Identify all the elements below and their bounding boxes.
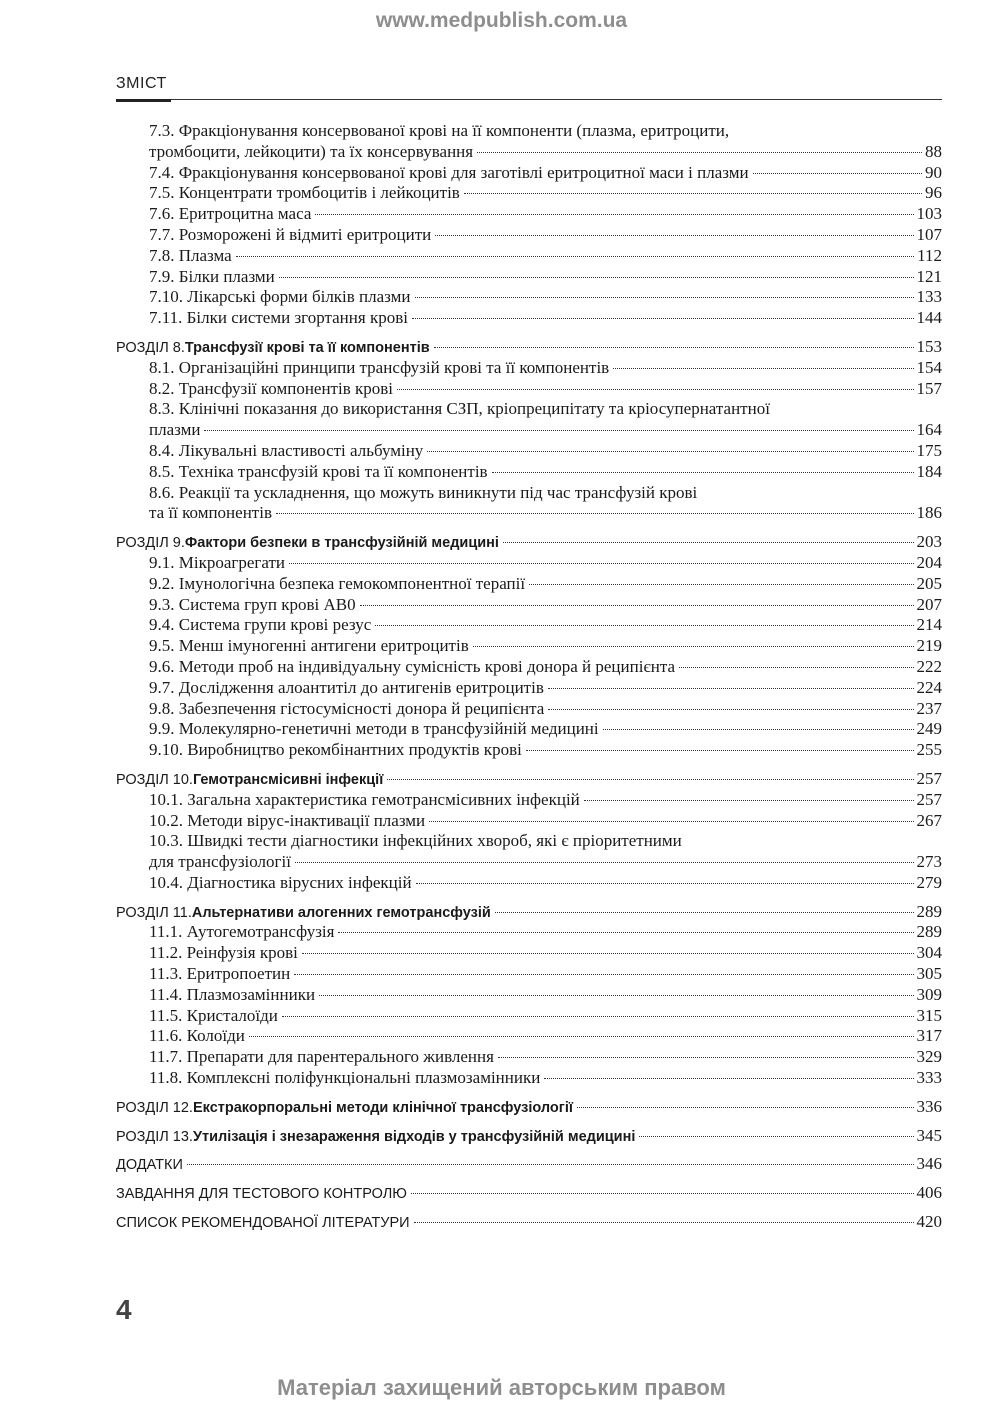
toc-entry[interactable]	[116, 483, 942, 504]
toc-entry-title: 11.6. Колоїди	[149, 1026, 245, 1046]
toc-entry[interactable]	[116, 183, 942, 204]
page-header	[116, 73, 942, 100]
toc-section-title: Гемотрансмісивні інфекції	[192, 771, 384, 788]
page-number: 4	[116, 1294, 132, 1325]
toc-entry-title: 9.3. Система груп крові АВ0	[149, 594, 356, 614]
dot-leader	[548, 688, 914, 689]
toc-entry-title: 8.6. Реакції та ускладнення, що можуть виникнути під час трансфузій крові	[149, 482, 698, 502]
toc-page-number: 214	[916, 615, 942, 635]
dot-leader	[204, 430, 913, 431]
toc-page-number: 222	[916, 656, 942, 676]
toc-entry-title: для трансфузіології	[149, 852, 291, 872]
toc-entry[interactable]	[116, 1006, 942, 1027]
toc-section-prefix: ДОДАТКИ	[116, 1157, 183, 1174]
toc-page-number: 186	[916, 503, 942, 523]
toc-page-number: 273	[916, 852, 942, 872]
toc-entry-title: 9.7. Дослідження алоантитіл до антигенів еритроцитів	[149, 677, 544, 697]
toc-section-entry[interactable]	[116, 1212, 942, 1233]
dot-leader	[495, 912, 914, 913]
toc-page-number: 205	[916, 573, 942, 593]
dot-leader	[498, 1057, 914, 1058]
toc-entry[interactable]	[116, 503, 942, 524]
toc-entry-title: 9.5. Менш імуногенні антигени еритроцитів	[149, 636, 469, 656]
toc-page-number: 267	[916, 810, 942, 830]
toc-page-number: 237	[916, 698, 942, 718]
toc-entry[interactable]	[116, 1068, 942, 1089]
dot-leader	[289, 563, 913, 564]
table-of-contents	[116, 121, 942, 1233]
dot-leader	[279, 277, 914, 278]
dot-leader	[236, 256, 914, 257]
toc-entry-title: 9.1. Мікроагрегати	[149, 552, 286, 572]
toc-entry-title: 7.8. Плазма	[149, 245, 232, 265]
dot-leader	[577, 1107, 914, 1108]
toc-entry-title: 11.7. Препарати для парентерального живлення	[149, 1047, 494, 1067]
toc-page-number: 345	[916, 1125, 942, 1145]
dot-leader	[492, 472, 914, 473]
toc-entry-title: 7.10. Лікарські форми білків плазми	[149, 287, 411, 307]
toc-page-number: 107	[916, 224, 942, 244]
toc-entry[interactable]	[116, 1026, 942, 1047]
toc-page-number: 88	[925, 141, 942, 161]
toc-page-number: 207	[916, 594, 942, 614]
dot-leader	[526, 750, 914, 751]
toc-page-number: 219	[916, 636, 942, 656]
toc-page-number: 257	[916, 768, 942, 788]
toc-entry[interactable]	[116, 142, 942, 163]
toc-entry[interactable]	[116, 358, 942, 379]
toc-entry[interactable]	[116, 441, 942, 462]
toc-entry[interactable]	[116, 985, 942, 1006]
toc-entry[interactable]	[116, 553, 942, 574]
dot-leader	[302, 953, 914, 954]
dot-leader	[282, 1016, 914, 1017]
toc-entry[interactable]	[116, 811, 942, 832]
toc-entry-title: 8.5. Техніка трансфузій крові та її компонентів	[149, 461, 488, 481]
toc-entry[interactable]	[116, 740, 942, 761]
toc-entry[interactable]	[116, 964, 942, 985]
toc-entry[interactable]	[116, 657, 942, 678]
dot-leader	[415, 297, 914, 298]
toc-page-number: 164	[916, 420, 942, 440]
dot-leader	[639, 1136, 913, 1137]
toc-section-prefix: РОЗДІЛ 10.	[116, 771, 193, 788]
dot-leader	[503, 542, 914, 543]
toc-section-entry[interactable]	[116, 769, 942, 790]
toc-page-number: 317	[916, 1026, 942, 1046]
toc-section-entry[interactable]	[116, 1183, 942, 1204]
toc-entry-title: 9.8. Забезпечення гістосумісності донора й реципієнта	[149, 698, 545, 718]
header-title: ЗМІСТ	[116, 75, 171, 102]
dot-leader	[295, 862, 914, 863]
toc-page-number: 184	[916, 461, 942, 481]
toc-page-number: 305	[916, 964, 942, 984]
dot-leader	[429, 821, 913, 822]
toc-page-number: 406	[916, 1183, 942, 1203]
dot-leader	[548, 709, 913, 710]
toc-entry-title: 10.4. Діагностика вірусних інфекцій	[149, 872, 412, 892]
toc-entry-title: 9.4. Система групи крові резус	[149, 615, 372, 635]
toc-entry[interactable]	[116, 790, 942, 811]
toc-entry[interactable]	[116, 699, 942, 720]
toc-entry-title: 11.8. Комплексні поліфункціональні плазмозамінники	[149, 1068, 541, 1088]
toc-entry[interactable]	[116, 267, 942, 288]
toc-entry-title: 9.10. Виробництво рекомбінантних продуктів крові	[149, 740, 522, 760]
toc-entry[interactable]	[116, 615, 942, 636]
toc-entry-title: 11.2. Реінфузія крові	[149, 943, 298, 963]
dot-leader	[613, 368, 913, 369]
dot-leader	[529, 584, 913, 585]
toc-page-number: 204	[916, 552, 942, 572]
toc-entry[interactable]	[116, 462, 942, 483]
toc-entry-title: 11.4. Плазмозамінники	[149, 984, 316, 1004]
dot-leader	[315, 214, 913, 215]
dot-leader	[397, 389, 914, 390]
toc-entry[interactable]	[116, 204, 942, 225]
toc-page-number: 309	[916, 984, 942, 1004]
toc-page-number: 289	[916, 922, 942, 942]
toc-section-entry[interactable]	[116, 1154, 942, 1175]
toc-section-prefix: РОЗДІЛ 8.	[116, 339, 185, 356]
toc-entry-title: 7.6. Еритроцитна маса	[149, 204, 312, 224]
toc-entry[interactable]	[116, 420, 942, 441]
dot-leader	[319, 995, 913, 996]
toc-entry-title: 7.5. Концентрати тромбоцитів і лейкоцитів	[149, 183, 460, 203]
dot-leader	[412, 318, 914, 319]
toc-section-entry[interactable]	[116, 1097, 942, 1118]
toc-page-number: 249	[916, 719, 942, 739]
toc-page-number: 121	[916, 266, 942, 286]
toc-page-number: 257	[916, 789, 942, 809]
toc-entry[interactable]	[116, 246, 942, 267]
dot-leader	[434, 347, 914, 348]
toc-entry[interactable]	[116, 287, 942, 308]
toc-entry[interactable]	[116, 922, 942, 943]
dot-leader	[411, 1193, 914, 1194]
toc-section-prefix: СПИСОК РЕКОМЕНДОВАНОЇ ЛІТЕРАТУРИ	[116, 1215, 410, 1232]
toc-entry-title: 8.1. Організаційні принципи трансфузій крові та її компонентів	[149, 357, 610, 377]
toc-section-entry[interactable]	[116, 337, 942, 358]
toc-page-number: 96	[925, 183, 942, 203]
toc-entry-title: 7.9. Білки плазми	[149, 266, 275, 286]
toc-entry[interactable]	[116, 678, 942, 699]
toc-page-number: 289	[916, 901, 942, 921]
toc-page-number: 279	[916, 872, 942, 892]
dot-leader	[416, 883, 914, 884]
toc-entry-title: 10.3. Швидкі тести діагностики інфекційних хвороб, які є пріоритетними	[149, 831, 682, 851]
toc-entry-title: 9.2. Імунологічна безпека гемокомпонентної терапії	[149, 573, 526, 593]
dot-leader	[375, 625, 913, 626]
toc-entry-title: 7.3. Фракціонування консервованої крові на її компоненти (плазма, еритроцити,	[149, 121, 730, 140]
dot-leader	[294, 974, 913, 975]
toc-page-number: 304	[916, 943, 942, 963]
toc-entry-title: 7.4. Фракціонування консервованої крові для заготівлі еритроцитної маси і плазми	[149, 162, 749, 182]
toc-section-entry[interactable]	[116, 1126, 942, 1147]
toc-entry[interactable]	[116, 719, 942, 740]
toc-entry-title: 8.2. Трансфузії компонентів крові	[149, 378, 393, 398]
dot-leader	[338, 932, 913, 933]
toc-page-number: 329	[916, 1047, 942, 1067]
toc-section-prefix: РОЗДІЛ 9.	[116, 535, 185, 552]
toc-entry[interactable]	[116, 399, 942, 420]
dot-leader	[679, 667, 913, 668]
dot-leader	[544, 1078, 913, 1079]
toc-entry[interactable]	[116, 1047, 942, 1068]
toc-page-number: 333	[916, 1068, 942, 1088]
toc-entry-title: 10.2. Методи вірус-інактивації плазми	[149, 810, 426, 830]
toc-entry[interactable]	[116, 831, 942, 852]
toc-entry-title: тромбоцити, лейкоцити) та їх консервування	[149, 141, 474, 161]
toc-entry-title: та її компонентів	[149, 503, 272, 523]
dot-leader	[360, 605, 914, 606]
toc-entry-title: 7.11. Білки системи згортання крові	[149, 308, 408, 328]
toc-page-number: 144	[916, 308, 942, 328]
watermark-bottom: Матеріал захищений авторським правом	[277, 1375, 726, 1400]
toc-entry[interactable]	[116, 852, 942, 873]
toc-entry-title: плазми	[149, 420, 201, 440]
toc-entry-title: 11.1. Аутогемотрансфузія	[149, 922, 335, 942]
toc-entry[interactable]	[116, 163, 942, 184]
toc-page-number: 103	[916, 204, 942, 224]
toc-page-number: 420	[916, 1212, 942, 1232]
toc-page-number: 157	[916, 378, 942, 398]
dot-leader	[584, 800, 914, 801]
toc-section-title: Фактори безпеки в трансфузійній медицині	[184, 535, 499, 552]
toc-section-title: Трансфузії крові та її компонентів	[184, 339, 430, 356]
dot-leader	[414, 1222, 914, 1223]
toc-section-title: Екстракорпоральні методи клінічної трансфузіології	[192, 1099, 573, 1116]
dot-leader	[753, 173, 922, 174]
toc-entry[interactable]	[116, 225, 942, 246]
toc-entry-title: 9.6. Методи проб на індивідуальну сумісність крові донора й реципієнта	[149, 656, 676, 676]
toc-entry-title: 9.9. Молекулярно-генетичні методи в трансфузійній медицині	[149, 719, 599, 739]
toc-section-title: Альтернативи алогенних гемотрансфузій	[191, 904, 491, 921]
toc-page-number: 346	[916, 1154, 942, 1174]
toc-entry[interactable]	[116, 943, 942, 964]
toc-entry[interactable]	[116, 574, 942, 595]
dot-leader	[464, 193, 922, 194]
toc-page-number: 112	[917, 245, 942, 265]
toc-entry-title: 8.3. Клінічні показання до використання СЗП, кріопреципітату та кріосупернатантної	[149, 399, 770, 419]
dot-leader	[427, 451, 913, 452]
dot-leader	[249, 1036, 914, 1037]
dot-leader	[187, 1164, 914, 1165]
dot-leader	[603, 729, 914, 730]
dot-leader	[435, 235, 913, 236]
toc-entry[interactable]	[116, 121, 942, 142]
toc-entry[interactable]	[116, 636, 942, 657]
toc-page-number: 224	[916, 677, 942, 697]
toc-page-number: 154	[916, 357, 942, 377]
toc-entry-title: 8.4. Лікувальні властивості альбуміну	[149, 440, 424, 460]
toc-section-prefix: ЗАВДАННЯ ДЛЯ ТЕСТОВОГО КОНТРОЛЮ	[116, 1186, 407, 1203]
toc-page-number: 153	[916, 336, 942, 356]
toc-entry-title: 11.3. Еритропоетин	[149, 964, 291, 984]
toc-section-prefix: РОЗДІЛ 13.	[116, 1128, 193, 1145]
toc-page-number: 90	[925, 162, 942, 182]
toc-section-entry[interactable]	[116, 902, 942, 923]
toc-page-number: 203	[916, 532, 942, 552]
toc-page-number: 255	[916, 740, 942, 760]
toc-entry-title: 10.1. Загальна характеристика гемотрансмісивних інфекцій	[149, 789, 580, 809]
dot-leader	[276, 513, 914, 514]
dot-leader	[473, 646, 914, 647]
toc-section-prefix: РОЗДІЛ 12.	[116, 1099, 193, 1116]
toc-page-number: 336	[916, 1096, 942, 1116]
dot-leader	[477, 152, 922, 153]
toc-section-entry[interactable]	[116, 532, 942, 553]
watermark-top: www.medpublish.com.ua	[375, 9, 628, 32]
toc-section-title: Утилізація і знезараження відходів у трансфузійній медицині	[192, 1128, 636, 1145]
toc-entry[interactable]	[116, 873, 942, 894]
toc-entry[interactable]	[116, 595, 942, 616]
toc-entry[interactable]	[116, 308, 942, 329]
toc-entry[interactable]	[116, 379, 942, 400]
toc-section-prefix: РОЗДІЛ 11.	[116, 904, 192, 921]
toc-entry-title: 11.5. Кристалоїди	[149, 1005, 278, 1025]
toc-page-number: 175	[916, 440, 942, 460]
dot-leader	[387, 779, 913, 780]
toc-page-number: 315	[916, 1005, 942, 1025]
toc-entry-title: 7.7. Розморожені й відмиті еритроцити	[149, 224, 432, 244]
toc-page-number: 133	[916, 287, 942, 307]
